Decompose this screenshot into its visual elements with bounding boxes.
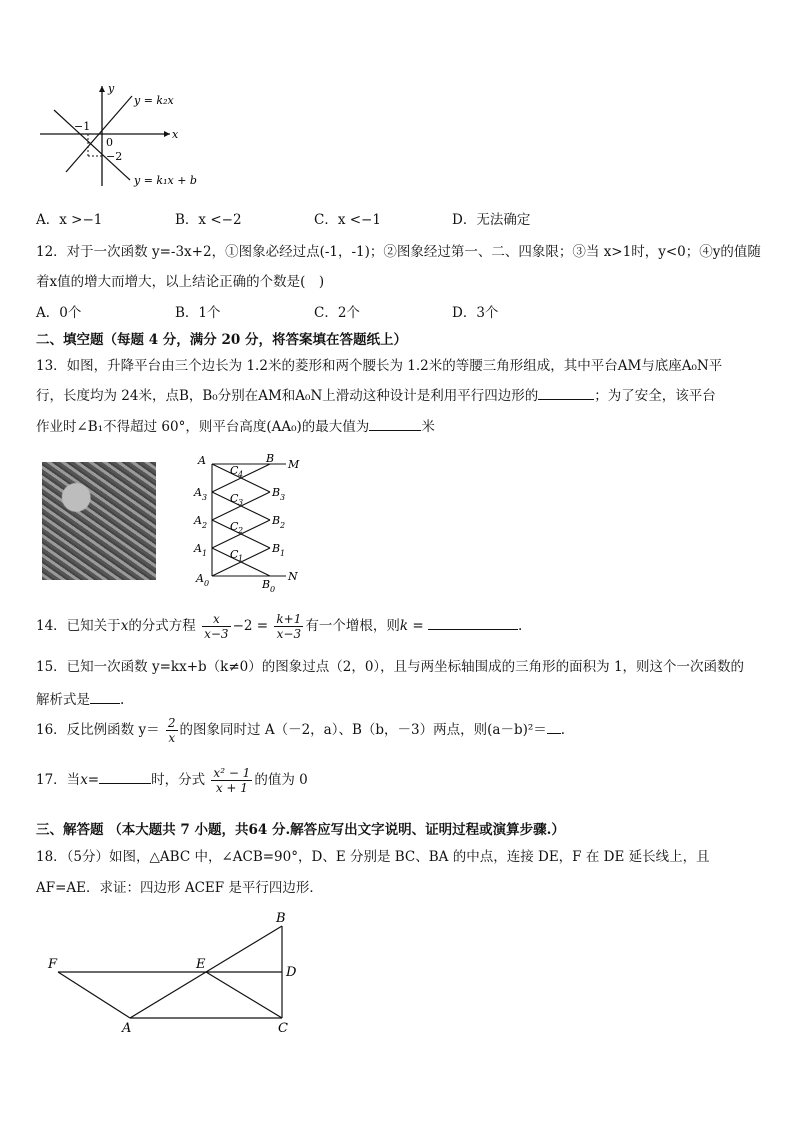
origin-label: 0 bbox=[106, 136, 113, 149]
svg-text:4: 4 bbox=[238, 470, 244, 479]
svg-text:1: 1 bbox=[238, 554, 244, 563]
q13-line-3-tail: 米 bbox=[421, 419, 435, 435]
q11-option-d[interactable]: D．无法确定 bbox=[452, 212, 531, 228]
y-axis-label: y bbox=[108, 82, 115, 95]
label-C4: C bbox=[230, 464, 239, 477]
line-k1 bbox=[54, 110, 130, 180]
q18-diagram bbox=[40, 908, 310, 1038]
q13-diagram bbox=[190, 450, 310, 596]
q13-line-1: 13．如图，升降平台由三个边长为 1.2米的菱形和两个腰长为 1.2米的等腰三角形组成，其中平台AM与底座A₀N平 bbox=[36, 358, 723, 374]
q17-fraction: $\frac{\text{x² − 1}}{x + 1}$ bbox=[213, 766, 251, 795]
label-B: B bbox=[266, 452, 275, 465]
q13-blank-2[interactable] bbox=[369, 418, 421, 431]
svg-text:1: 1 bbox=[280, 549, 286, 558]
tick-neg2: −2 bbox=[106, 150, 123, 163]
q13-line-2-text: 行，长度均为 24米，点B，B₀分别在AM和A₀N上滑动这种设计是利用平行四边形的 bbox=[36, 388, 539, 404]
label-A2: A bbox=[194, 514, 202, 527]
label-D: D bbox=[286, 965, 297, 980]
label-F: F bbox=[48, 957, 58, 972]
q12-line-2: 着x值的增大而增大，以上结论正确的个数是( ) bbox=[36, 274, 325, 290]
label-C2: C bbox=[230, 520, 239, 533]
q13-line-3-text: 作业时∠B₁不得超过 60°，则平台高度(AA₀)的最大值为 bbox=[36, 419, 370, 435]
svg-text:0: 0 bbox=[204, 579, 210, 588]
tick-neg1: −1 bbox=[74, 120, 91, 133]
q12-line-1: 12．对于一次函数 y=-3x+2，①图象必经过点(-1，-1)；②图象经过第一、二、四象限；③当 x>1时，y<0；④y的值随 bbox=[36, 244, 761, 260]
q11-graph bbox=[36, 80, 206, 190]
label-A: A bbox=[198, 454, 206, 467]
q11-option-a[interactable]: A．x >−1 bbox=[36, 212, 103, 228]
svg-text:2: 2 bbox=[238, 526, 244, 535]
q11-option-b[interactable]: B．x <−2 bbox=[175, 212, 242, 228]
label-A3: A bbox=[194, 486, 202, 499]
label-A: A bbox=[122, 1021, 132, 1036]
label-A0: A bbox=[196, 572, 204, 585]
label-B3: B bbox=[272, 486, 281, 499]
q17-blank[interactable] bbox=[99, 771, 151, 784]
q14-fraction-2: $\frac{k+1}{x-3}$ bbox=[276, 612, 302, 641]
q16-fraction: $\frac{2}{x}$ bbox=[167, 716, 176, 745]
q18-line-2: AF=AE．求证：四边形 ACEF 是平行四边形． bbox=[36, 880, 323, 896]
q13-line-2 bbox=[36, 384, 716, 404]
q13-blank-1[interactable] bbox=[538, 387, 594, 400]
label-C1: C bbox=[230, 548, 239, 561]
label-B1: B bbox=[272, 542, 281, 555]
q12-option-b[interactable]: B．1个 bbox=[175, 305, 221, 321]
label-C: C bbox=[278, 1021, 288, 1036]
label-B0: B bbox=[262, 578, 271, 591]
x-axis-label: x bbox=[172, 128, 179, 141]
q15-line-1: 15．已知一次函数 y=kx+b（k≠0）的图象过点（2，0），且与两坐标轴围成的三角形的面积为 1，则这个一次函数的 bbox=[36, 659, 745, 675]
svg-text:2: 2 bbox=[280, 521, 286, 530]
q17-line: 17．当x= 时，分式 $\frac{\text{x² − 1}}{x + 1}$ 的值为 0 bbox=[36, 766, 308, 795]
label-B: B bbox=[276, 911, 286, 926]
label-N: N bbox=[288, 570, 298, 583]
label-k1: y = k₁x + b bbox=[134, 174, 197, 187]
q15-blank[interactable] bbox=[90, 691, 120, 704]
lift-platform-photo bbox=[42, 462, 156, 580]
q13-line-2-tail: ；为了安全，该平台 bbox=[594, 388, 716, 404]
label-k2: y = k₂x bbox=[134, 94, 174, 107]
q16-blank[interactable] bbox=[547, 721, 561, 734]
q12-option-d[interactable]: D．3个 bbox=[452, 305, 499, 321]
q12-option-c[interactable]: C．2个 bbox=[314, 305, 360, 321]
svg-text:1: 1 bbox=[202, 549, 208, 558]
svg-text:3: 3 bbox=[238, 498, 244, 507]
svg-text:3: 3 bbox=[280, 493, 286, 502]
q16-line: 16．反比例函数 y＝ $\frac{2}{x}$ 的图象同时过 A（－2，a）、B（b，－3）两点，则(a－b)²＝ . bbox=[36, 716, 566, 745]
label-C3: C bbox=[230, 492, 239, 505]
svg-text:0: 0 bbox=[270, 585, 276, 594]
label-B2: B bbox=[272, 514, 281, 527]
section-3-heading: 三、解答题 （本大题共 7 小题，共64 分.解答应写出文字说明、证明过程或演算步骤.） bbox=[36, 822, 565, 838]
svg-text:3: 3 bbox=[202, 493, 208, 502]
svg-text:2: 2 bbox=[202, 521, 208, 530]
q18-line-1: 18．（5分）如图，△ABC 中，∠ACB=90°，D、E 分别是 BC、BA 的中点，连接 DE，F 在 DE 延长线上，且 bbox=[36, 849, 710, 865]
label-E: E bbox=[196, 957, 206, 972]
q13-line-3 bbox=[36, 415, 435, 435]
q14-fraction-1: $\frac{x}{x-3}$ bbox=[204, 612, 229, 641]
q15-line-2: 解析式是 . bbox=[36, 692, 125, 708]
label-A1: A bbox=[194, 542, 202, 555]
label-M: M bbox=[288, 458, 300, 471]
q14-line: 14．已知关于x的分式方程 $\frac{x}{x-3}$ −2 = $\frac{k+1}{x-3}$ 有一个增根，则k = . bbox=[36, 612, 523, 641]
section-2-heading: 二、填空题（每题 4 分，满分 20 分，将答案填在答题纸上） bbox=[36, 332, 407, 348]
q11-option-c[interactable]: C．x <−1 bbox=[314, 212, 381, 228]
q12-option-a[interactable]: A．0个 bbox=[36, 305, 82, 321]
q14-blank[interactable] bbox=[428, 617, 518, 630]
